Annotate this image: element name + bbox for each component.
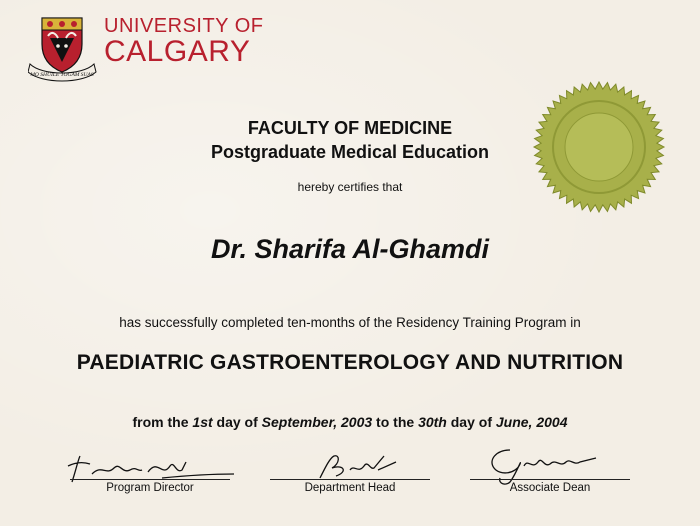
program-director-signature: [62, 452, 242, 486]
department-heading: Postgraduate Medical Education: [210, 142, 490, 162]
recipient-name: Dr. Sharifa Al-Ghamdi: [210, 234, 490, 264]
program-name: PAEDIATRIC GASTROENTEROLOGY AND NUTRITION: [76, 351, 624, 374]
department-head-title: Department Head: [304, 482, 396, 494]
program-director-title: Program Director: [106, 482, 194, 494]
associate-dean-line: [470, 479, 630, 480]
completion-statement: has successfully completed ten-months of the Residency Training Program in: [119, 315, 581, 330]
university-name-line2: CALGARY: [104, 35, 251, 68]
dates-start-month-year: September, 2003: [261, 414, 373, 430]
dates-of-1: day of: [212, 414, 262, 430]
dates-end-day: 30th: [418, 414, 447, 430]
faculty-heading: FACULTY OF MEDICINE: [247, 118, 453, 138]
dates-of-2: day of: [446, 414, 496, 430]
program-director-line: [70, 479, 230, 480]
certifies-text: hereby certifies that: [297, 180, 403, 194]
crest-motto: MO SHÙILE TOGAM SUAS: [30, 72, 94, 78]
associate-dean-title: Associate Dean: [509, 482, 591, 494]
dates-start-day: 1st: [192, 414, 213, 430]
dates-end-month-year: June, 2004: [495, 414, 568, 430]
department-head-line: [270, 479, 430, 480]
dates-from: from the: [132, 414, 193, 430]
university-crest-logo: [28, 14, 110, 84]
dates-to: to the: [372, 414, 419, 430]
university-name: [104, 16, 264, 67]
university-name-line1: UNIVERSITY OF: [104, 15, 264, 37]
training-dates: [0, 414, 700, 430]
